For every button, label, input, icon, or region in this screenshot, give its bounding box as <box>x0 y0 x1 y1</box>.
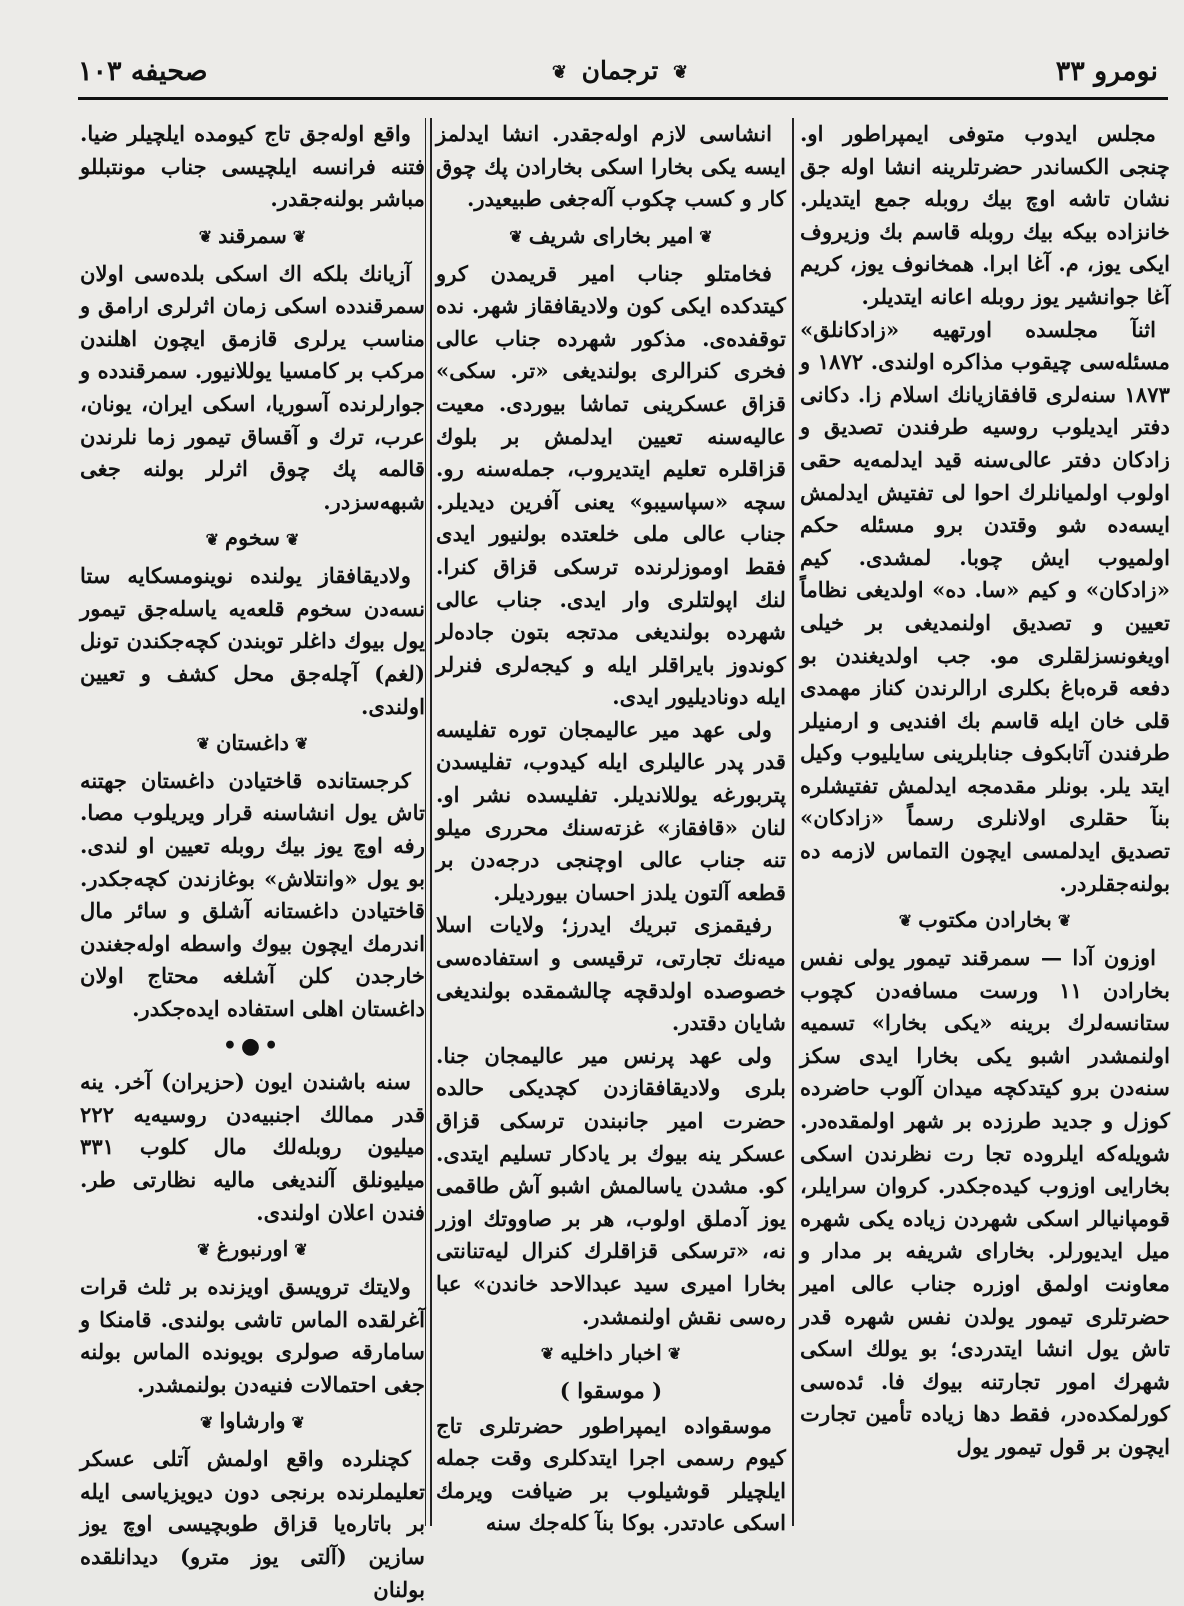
section-heading-text: اخبار داخلیه <box>560 1340 662 1366</box>
ornament-icon: ❦ <box>294 1240 308 1260</box>
article-paragraph: رفیقمزی تبریك ایدرز؛ ولایات اسلا میه‌نك تجارتی، ترقیسی و استفاده‌سی خصوصده اولدقچه چالشمقده بولندیغی شایان دقتدر. <box>436 912 786 1036</box>
column-divider <box>792 118 794 1526</box>
article-paragraph: کرجستانده قاختیادن داغستان جهتنه تاش یول انشاسنه قرار ویریلوب مصا. رفه اوچ یوز بیك روبله تعیین او لندی. بو یول «وانتلاش» بوغازندن کچه‌جکدر. قاختیادن داغستانه آشلق و سائر مال اندرمك ایچون بیوك واسطه اوله‌جغندن خارجدن کلن آشلغه محتاج اولان داغستان اهلی استفاده ایده‌جکدر. <box>80 767 425 1022</box>
ornament-icon: ❦ <box>1057 911 1072 931</box>
column-left <box>80 118 425 1602</box>
ornament-icon: ❦ <box>200 1412 214 1432</box>
article-paragraph: سنه باشندن ایون (حزیران) آخر. ینه قدر ممالك اجنبیه‌دن روسیه‌یه ۲۲۲ میلیون روبلەلك مال کلوب ۳۳۱ میلیونلق آلندیغی مالیه نظارتی طر. فندن اعلان اولندی. <box>80 1069 425 1225</box>
newspaper-title <box>546 56 694 85</box>
section-heading <box>80 220 425 254</box>
section-heading <box>80 1405 425 1439</box>
section-heading-text: اورنبورغ <box>216 1236 289 1262</box>
column-middle <box>436 118 786 1536</box>
article-paragraph: انشاسی لازم اوله‌جقدر. انشا ایدلمز ایسه یکی بخارا اسکی بخارادن پك چوق کار و کسب چکوب آله‌جغی طبیعیدر. <box>436 121 786 212</box>
section-heading-text: امیر بخارای شریف <box>528 222 694 248</box>
article-paragraph: اثنآ مجلسده اورتهیه «زادکانلق» مسئله‌سی چیقوب مذاکره اولندی. ۱۸۷۲ و ۱۸۷۳ سنه‌لری قافقازیانك اسلام زا. دکانی دفتر ایدیلوب روسیه طرفندن تصدیق و زادکان دفتر عالی‌سنه قید ایدلمه‌یه حقی اولوب اولمیانلرك احوا لی تفتیش ایدلمش ایسه‌ده شو وقتدن برو مسئله حکم اولمیوب ایش چوبا. لمشدی. کیم «زادکان» و کیم «سا. ده» اولدیغی نظاماً تعیین و تصدیق اولنمدیغی بر خیلی اویغونسزلقلری مو. جب اولدیغندن بو دفعه قره‌باغ بکلری ارالرندن کناز مهمدی قلی خان ایله قاسم بك افندیی و ارمنیلر طرفندن آتابکوف جنابلرینی سایلیوب وکیل ایتد یلر. بونلر مقدمجه ایدلمش تفتیشلره بنآ حقلری اولانلری رسماً «زادکان» تصدیق ایدلمسی ایچون التماس لازمه ده بولنه‌جقلردر. <box>800 316 1170 896</box>
ornament-icon: ❦ <box>197 1240 211 1260</box>
article-paragraph: ولادیقافقاز یولنده نوینومسکایه ستا نسه‌دن سخوم قلعه‌یه یاسله‌جق تیمور یول بیوك داغلر توبندن کچه‌جکندن تونل (لغم) آچله‌جق محل کشف و تعیین اولندی. <box>80 563 425 719</box>
ornament-icon: ❦ <box>292 226 307 246</box>
ornament-icon: ❦ <box>196 734 210 754</box>
section-heading-text: وارشاوا <box>219 1408 286 1434</box>
masthead-rule <box>78 97 1168 100</box>
ornament-icon: ❦ <box>295 734 309 754</box>
section-heading <box>800 904 1170 938</box>
ornament-icon: ❦ <box>291 1412 305 1432</box>
column-divider <box>425 118 426 1526</box>
ornament-icon: ❦ <box>509 226 523 246</box>
section-heading <box>80 522 425 556</box>
article-paragraph: فخامتلو جناب امیر قریمدن کرو کیتدکده ایکی کون ولادیقافقاز شهر. نده توقفده‌ی. مذکور شهرده جناب عالی فخری کنرالری بولندیغی «تر. سکی» قزاق عسکرینی تماشا بیوردی. معیت عالیه‌سنه تعیین ایدلمش بر بلوك قزاقلره تعلیم ایتدیروب، جمله‌سنه رو. سچه «سپاسیبو» یعنی آفرین دیدیلر. جناب عالی ملی خلعتده بولنیور ایدی فقط اوموزلرنده ترسکی قزاق کنرا. لنك اپولتلری وار ایدی. جناب عالی شهرده بولندیغی مدتجه بتون جاده‌لر کوندوز بایراقلر ایله و کیجه‌لری فنرلر ایله دوناديليور ایدی. <box>436 260 786 710</box>
column-divider <box>430 118 432 1526</box>
ornament-icon: ❦ <box>551 62 567 83</box>
ornament-icon: ❦ <box>205 529 219 549</box>
section-heading-text: سخوم <box>224 525 280 551</box>
section-heading <box>436 220 786 254</box>
section-heading-text: سمرقند <box>218 222 287 248</box>
article-paragraph: کچنلرده واقع اولمش آتلی عسکر تعلیملرنده برنجی دون دیویزیاسی ایله بر باتاره‌یا قزاق طوبچیسی اوچ یوز سازین (آلتی یوز مترو) دیدانلقده بولنان <box>80 1446 425 1602</box>
ornament-icon: ❦ <box>286 529 300 549</box>
article-paragraph: موسقواده ایمپراطور حضرتلری تاج کیوم رسمی اجرا ایتدکلری وقت جمله ایلچیلر قوشیلوب بر ضیافت ویرمك اسکی عادتدر. بوکا بنآ کلەجك سنه <box>436 1412 786 1536</box>
ornament-icon: ❦ <box>198 226 213 246</box>
ornament-icon: ❦ <box>898 911 913 931</box>
page-number: صحیفه ۱۰۳ <box>78 56 208 87</box>
article-paragraph: اوزون آدا — سمرقند تیمور یولی نفس بخارادن ۱۱ ورست مسافه‌دن کچوب ستانسه‌لرك برینه «یکی بخارا» تسمیه اولنمشدر اشبو یکی بخارا ایدی سکز سنه‌دن برو کیتدکچه میدان آلوب حاضرده کوزل و جدید طرزده بر شهر اولمقده‌در. شویله‌که ایلروده تجا رت نظرندن اسکی بخارایی اوزوب کیده‌جکدر. کروان سرایلر، قومپانیالر اسکی شهردن زیاده یکی شهره میل ایدیورلر. بخارای شریفه بر مدار و معاونت اولمق اوزره جناب عالی امیر حضرتلری تیمور یولدن نفس شهره قدر تاش یول انشا ایتدردی؛ بو یولك اسکی شهرك امور تجارتنه بیوك فا. ئده‌سی کورلمکده‌در، فقط دها زیاده تأمین تجارت ایچون بر قول تیمور یول <box>800 945 1170 1459</box>
section-divider: •●• <box>222 1032 283 1059</box>
article-paragraph: ولی عهد پرنس میر عالیمجان جنا. بلری ولادیقافقازدن کچدیکی حالده حضرت امیر جانبندن ترسکی قزاق عسکر ینه بیوك بر یادکار تسلیم ایتدی. کو. مشدن یاسالمش اشبو آش طاقمی یوز آدملق اولوب، هر بر صاووتك اوزر نه، «ترسکی قزاقلرك کنرال لیه‌تنانتی بخارا امیری سید عبدالاحد خاندن» عبا ره‌سی نقش اولنمشدر. <box>436 1042 786 1329</box>
section-heading <box>80 727 425 761</box>
article-paragraph: آزیانك بلکه اك اسکی بلده‌سی اولان سمرقندده اسکی زمان اثرلری ارامق و مناسب یرلری قازمق ایچون اهلندن مرکب بر کامسیا یوللانیور. سمرقندده و جوارلرنده آسوریا، اسکی ایران، یونان، عرب، ترك و آقساق تیمور زما نلرندن قالمه پك چوق اثرلر بولنه جغی شبهه‌سزدر. <box>80 260 425 514</box>
article-paragraph: ولایتك ترویسق اویزنده بر ثلث قرات آغرلقده الماس تاشی بولندی. قامنکا و سامارقه صولری بویونده الماس بولنه جغی احتمالات فنیه‌دن بولنمشدر. <box>80 1274 425 1397</box>
section-heading <box>80 1233 425 1267</box>
ornament-icon: ❦ <box>667 1344 682 1364</box>
section-heading <box>436 1337 786 1371</box>
masthead <box>70 50 1170 100</box>
article-paragraph: واقع اوله‌جق تاج کیومده ایلچیلر ضیا. فتنه فرانسه ایلچیسی جناب مونتبللو مباشر بولنه‌جقدر. <box>80 121 425 212</box>
ornament-icon: ❦ <box>540 1344 555 1364</box>
issue-number: نومرو ۳۳ <box>1055 56 1158 87</box>
section-subheading: ( موسقوا ) <box>559 1377 663 1403</box>
newspaper-title-text: ترجمان <box>581 56 659 85</box>
section-heading-text: بخارادن مکتوب <box>918 907 1052 933</box>
ornament-icon: ❦ <box>673 62 689 83</box>
article-paragraph: مجلس ایدوب متوفی ایمپراطور او. چنجی الکساندر حضرتلرینه انشا اوله جق نشان تاشه اوچ بیك روبله جمع ایتدیلر. خانزاده بیکه بیك روبله قاسم بك وزیروف ایکی یوز، م. آغا ابرا. همخانوف یوز، کریم آغا جوانشیر یوز روبله اعانه ایتدیلر. <box>800 121 1170 309</box>
column-right <box>800 118 1170 1518</box>
article-paragraph: ولی عهد میر عالیمجان توره تفلیسه قدر پدر عالیلری ایله کیدوب، تفلیسدن پتربورغه یوللاندیلر. تفلیسده نشر او. لنان «قافقاز» غزته‌سنك محرری میلو تنه جناب عالی اوچنجی درجه‌دن بر قطعه آلتون یلدز احسان بیوردیلر. <box>436 716 786 905</box>
section-heading-text: داغستان <box>215 730 290 756</box>
ornament-icon: ❦ <box>699 226 713 246</box>
